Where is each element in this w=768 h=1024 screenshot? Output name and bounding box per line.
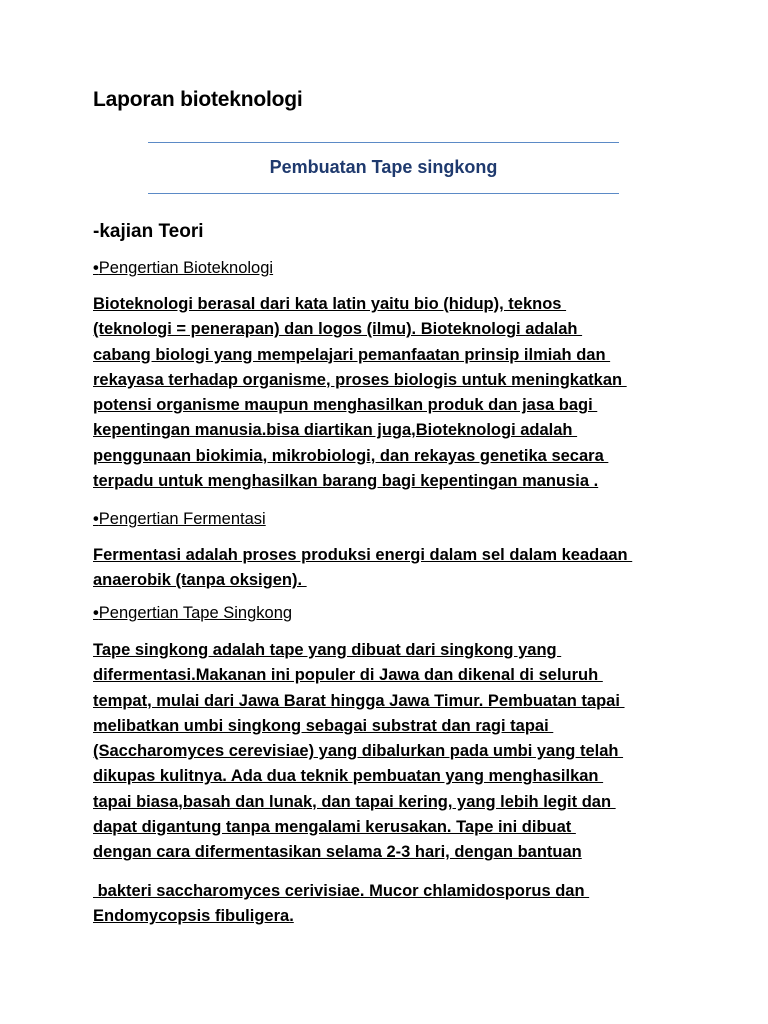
subheading-bioteknologi <box>93 259 273 278</box>
paragraph-line: (teknologi = penerapan) dan logos (ilmu). Bioteknologi adalah <box>93 320 583 339</box>
subheading-fermentasi <box>93 510 266 529</box>
subtitle-top-rule <box>148 142 619 143</box>
paragraph-line: Fermentasi adalah proses produksi energi dalam sel dalam keadaan <box>93 546 633 564</box>
paragraph-line: kepentingan manusia.bisa diartikan juga,Bioteknologi adalah <box>93 421 578 440</box>
paragraph-line: anaerobik (tanpa oksigen). <box>93 571 307 590</box>
section-heading: -kajian Teori <box>93 221 204 242</box>
subheading-text: Pengertian Tape Singkong <box>98 604 293 622</box>
document-subtitle: Pembuatan Tape singkong <box>269 157 498 177</box>
paragraph-line: tempat, mulai dari Jawa Barat hingga Jawa Timur. Pembuatan tapai <box>93 691 625 710</box>
paragraph-line: rekayasa terhadap organisme, proses biologis untuk meningkatkan <box>93 370 627 389</box>
paragraph-line: dikupas kulitnya. Ada dua teknik pembuatan yang menghasilkan <box>93 767 604 786</box>
paragraph-line: terpadu untuk menghasilkan barang bagi kepentingan manusia . <box>93 472 599 491</box>
paragraph-line: Endomycopsis fibuligera. <box>93 907 294 926</box>
subheading-text: Pengertian Fermentasi <box>98 510 266 528</box>
paragraph-line: Bioteknologi berasal dari kata latin yaitu bio (hidup), teknos <box>93 295 567 313</box>
paragraph-line: tapai biasa,basah dan lunak, dan tapai kering, yang lebih legit dan <box>93 792 616 811</box>
bullet: • <box>93 259 99 277</box>
paragraph-line: Tape singkong adalah tape yang dibuat dari singkong yang <box>93 641 562 659</box>
subheading-text: Pengertian Bioteknologi <box>98 259 274 277</box>
paragraph-fermentasi <box>93 543 632 594</box>
subheading-tape-singkong <box>93 604 292 623</box>
paragraph-tape-singkong <box>93 638 625 866</box>
paragraph-tape-singkong-continued <box>93 879 589 930</box>
paragraph-line: penggunaan biokimia, mikrobiologi, dan rekayas genetika secara <box>93 446 609 465</box>
document-title: Laporan bioteknologi <box>93 88 303 111</box>
paragraph-bioteknologi <box>93 292 627 494</box>
paragraph-line: dengan cara difermentasikan selama 2-3 hari, dengan bantuan <box>93 843 582 862</box>
subtitle-bottom-rule <box>148 193 619 194</box>
paragraph-line: bakteri saccharomyces cerivisiae. Mucor chlamidosporus dan <box>93 882 590 900</box>
paragraph-line: potensi organisme maupun menghasilkan produk dan jasa bagi <box>93 396 598 415</box>
bullet: • <box>93 510 99 528</box>
paragraph-line: melibatkan umbi singkong sebagai substrat dan ragi tapai <box>93 716 554 735</box>
paragraph-line: difermentasi.Makanan ini populer di Jawa dan dikenal di seluruh <box>93 666 603 685</box>
paragraph-line: dapat digantung tanpa mengalami kerusakan. Tape ini dibuat <box>93 818 576 837</box>
paragraph-line: cabang biologi yang mempelajari pemanfaatan prinsip ilmiah dan <box>93 345 611 364</box>
bullet: • <box>93 604 99 622</box>
paragraph-line: (Saccharomyces cerevisiae) yang dibalurkan pada umbi yang telah <box>93 742 624 761</box>
